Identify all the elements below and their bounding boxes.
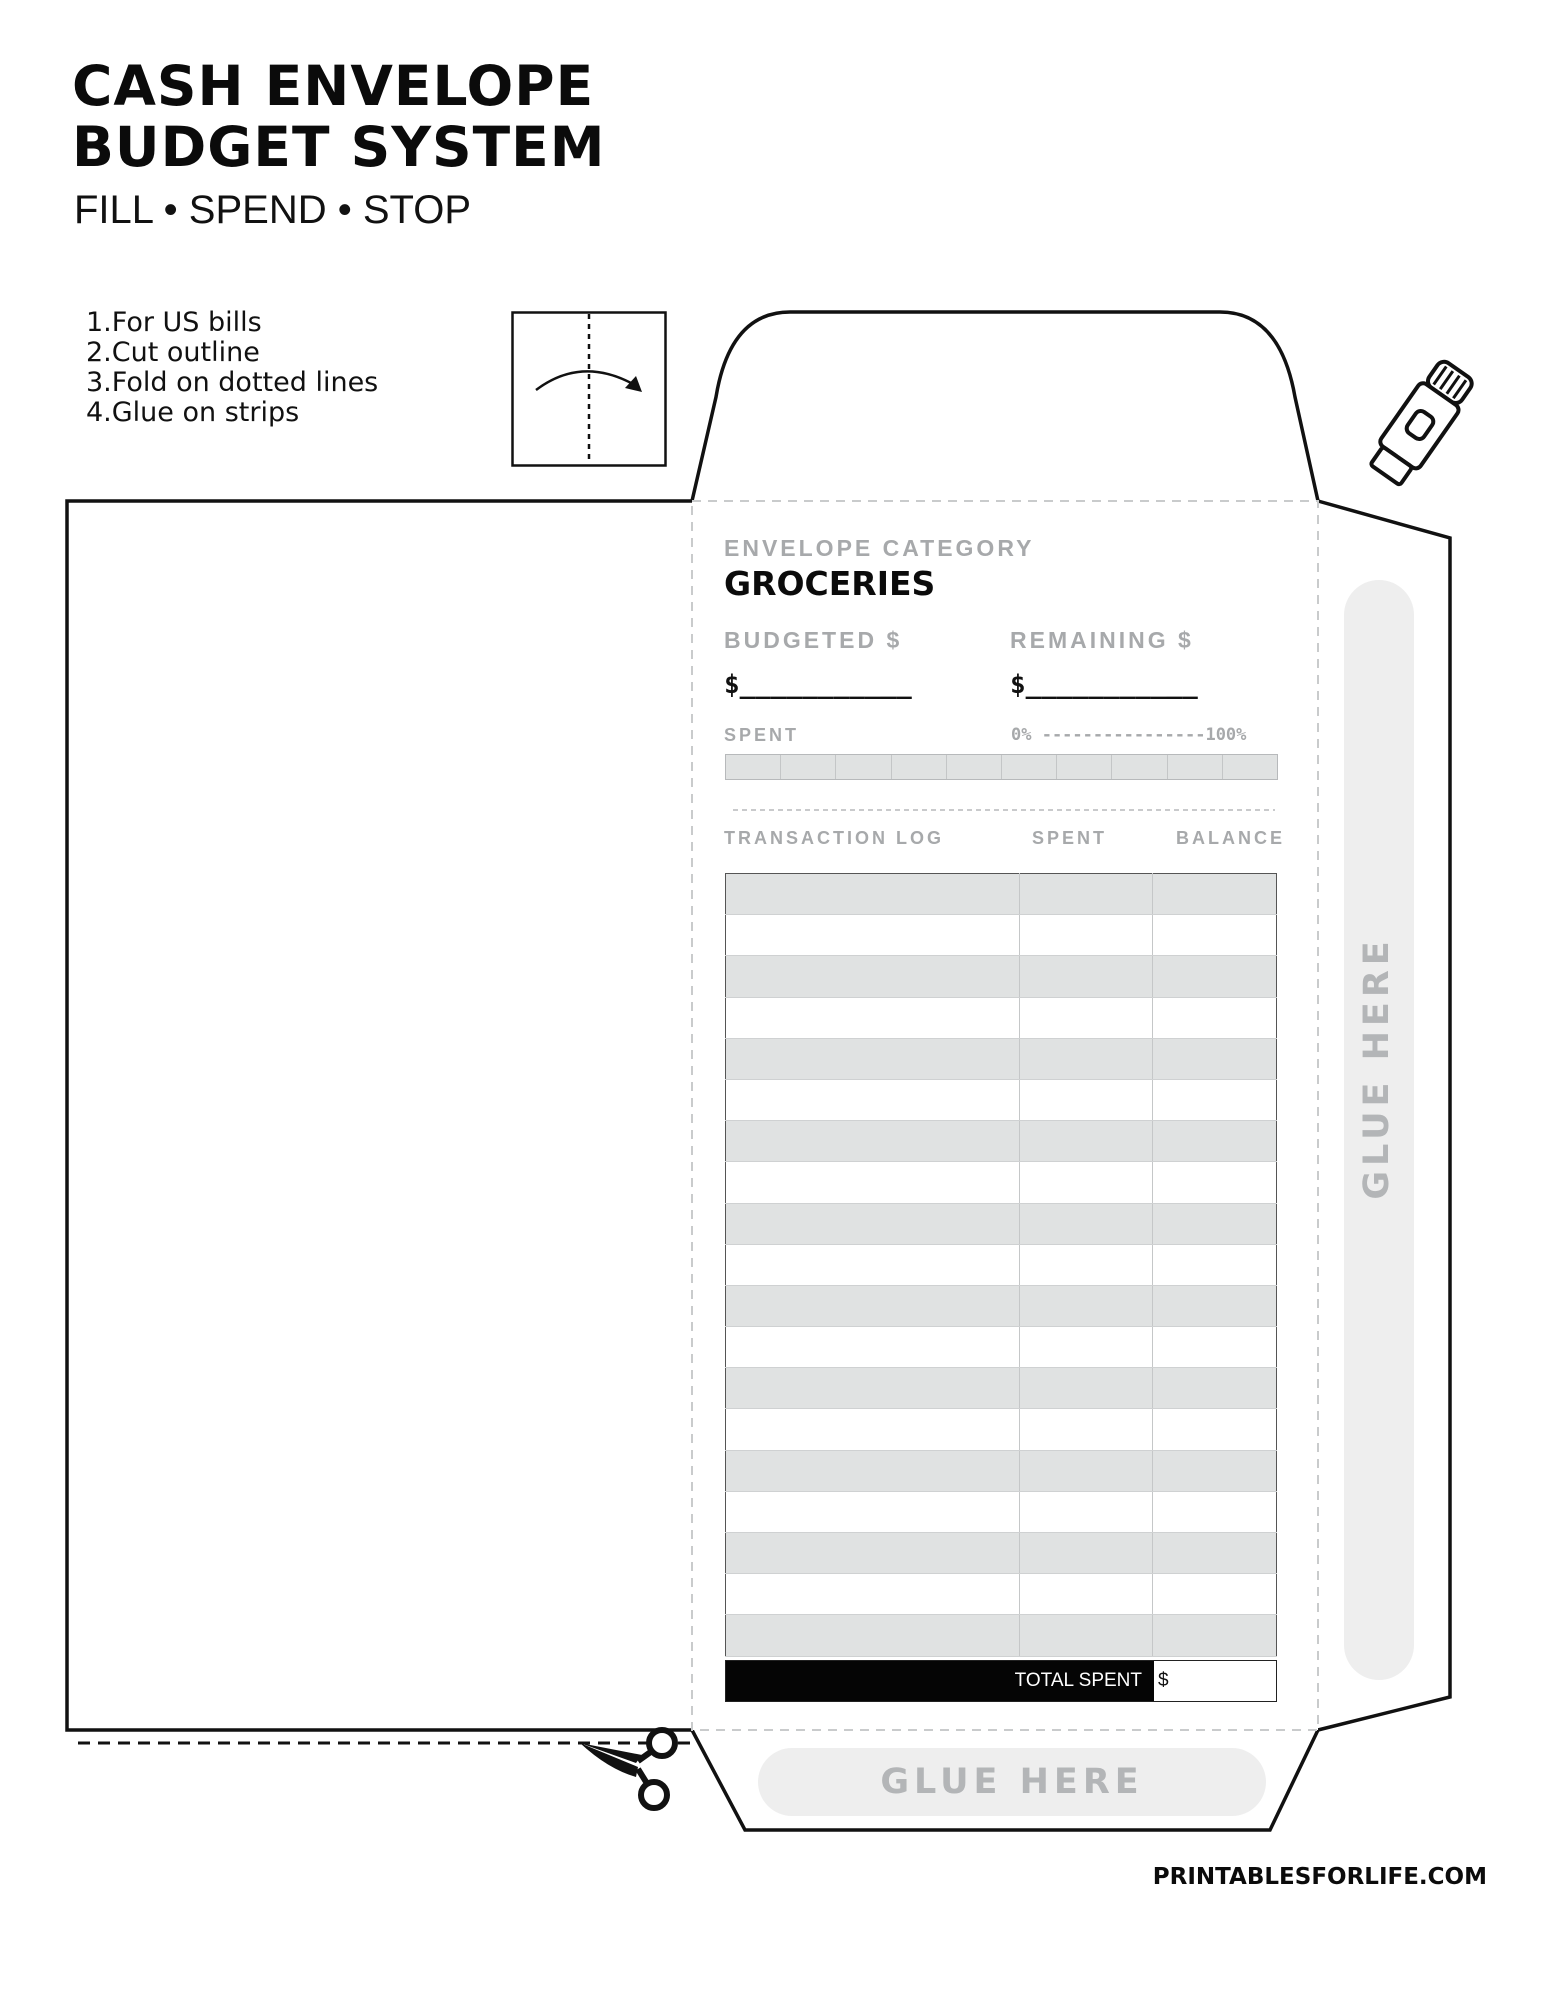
- balance-cell[interactable]: [1153, 1285, 1277, 1326]
- transaction-cell[interactable]: [726, 1450, 1020, 1491]
- instruction-item: 2.Cut outline: [86, 337, 260, 368]
- spent-cell[interactable]: [1020, 1327, 1153, 1368]
- spent-cell[interactable]: [1020, 1450, 1153, 1491]
- balance-cell[interactable]: [1153, 1368, 1277, 1409]
- transaction-cell[interactable]: [726, 1038, 1020, 1079]
- spent-scale-label: 0% ----------------100%: [1011, 725, 1247, 745]
- transaction-cell[interactable]: [726, 1244, 1020, 1285]
- spent-cell[interactable]: [1020, 1574, 1153, 1615]
- balance-cell[interactable]: [1153, 1244, 1277, 1285]
- balance-cell[interactable]: [1153, 1615, 1277, 1656]
- balance-cell[interactable]: [1153, 1409, 1277, 1450]
- balance-cell[interactable]: [1153, 1450, 1277, 1491]
- transaction-cell[interactable]: [726, 1574, 1020, 1615]
- spent-cell[interactable]: [1020, 1203, 1153, 1244]
- transaction-cell[interactable]: [726, 1203, 1020, 1244]
- envelope-category-label: ENVELOPE CATEGORY: [724, 535, 1035, 561]
- balance-cell[interactable]: [1153, 1203, 1277, 1244]
- transaction-cell[interactable]: [726, 1615, 1020, 1656]
- transaction-cell[interactable]: [726, 997, 1020, 1038]
- site-url: PRINTABLESFORLIFE.COM: [1152, 1864, 1487, 1890]
- table-row: [726, 1450, 1277, 1491]
- title-line-2: BUDGET SYSTEM: [72, 115, 606, 179]
- table-row: [726, 1038, 1277, 1079]
- spent-cell[interactable]: [1020, 1038, 1153, 1079]
- table-row: [726, 1327, 1277, 1368]
- instruction-item: 3.Fold on dotted lines: [86, 367, 379, 398]
- subtitle: FILL • SPEND • STOP: [74, 188, 472, 232]
- transaction-cell[interactable]: [726, 1491, 1020, 1532]
- instruction-item: 4.Glue on strips: [86, 397, 300, 428]
- table-row: [726, 874, 1277, 915]
- spent-column-header: SPENT: [1032, 828, 1108, 848]
- transaction-log-header: TRANSACTION LOG: [724, 828, 944, 848]
- total-spent-field[interactable]: $: [1154, 1661, 1276, 1701]
- transaction-cell[interactable]: [726, 1121, 1020, 1162]
- transaction-cell[interactable]: [726, 1409, 1020, 1450]
- balance-cell[interactable]: [1153, 915, 1277, 956]
- transaction-cell[interactable]: [726, 1285, 1020, 1326]
- table-row: [726, 997, 1277, 1038]
- balance-cell[interactable]: [1153, 1038, 1277, 1079]
- glue-strip-bottom-label: GLUE HERE: [880, 1762, 1144, 1802]
- instruction-item: 1.For US bills: [86, 307, 262, 338]
- table-row: [726, 1244, 1277, 1285]
- table-row: [726, 1533, 1277, 1574]
- spent-cell[interactable]: [1020, 1162, 1153, 1203]
- envelope-category-value: GROCERIES: [724, 564, 936, 603]
- transaction-cell[interactable]: [726, 1079, 1020, 1120]
- title-line-1: CASH ENVELOPE: [72, 54, 595, 118]
- spent-cell[interactable]: [1020, 956, 1153, 997]
- total-spent-label: TOTAL SPENT: [726, 1661, 1154, 1701]
- total-spent-row: [725, 1660, 1277, 1702]
- spent-cell[interactable]: [1020, 1409, 1153, 1450]
- spent-cell[interactable]: [1020, 915, 1153, 956]
- balance-cell[interactable]: [1153, 1491, 1277, 1532]
- balance-column-header: BALANCE: [1176, 828, 1285, 848]
- table-row: [726, 1079, 1277, 1120]
- table-row: [726, 1203, 1277, 1244]
- spent-cell[interactable]: [1020, 1121, 1153, 1162]
- balance-cell[interactable]: [1153, 997, 1277, 1038]
- table-row: [726, 1491, 1277, 1532]
- budgeted-field[interactable]: $___________: [724, 670, 912, 700]
- balance-cell[interactable]: [1153, 1327, 1277, 1368]
- transaction-cell[interactable]: [726, 1533, 1020, 1574]
- spent-cell[interactable]: [1020, 1285, 1153, 1326]
- transaction-cell[interactable]: [726, 915, 1020, 956]
- balance-cell[interactable]: [1153, 956, 1277, 997]
- spent-cell[interactable]: [1020, 1368, 1153, 1409]
- table-row: [726, 1121, 1277, 1162]
- balance-cell[interactable]: [1153, 1162, 1277, 1203]
- table-row: [726, 1162, 1277, 1203]
- table-row: [726, 1409, 1277, 1450]
- table-row: [726, 1574, 1277, 1615]
- spent-cell[interactable]: [1020, 1615, 1153, 1656]
- balance-cell[interactable]: [1153, 1121, 1277, 1162]
- spent-cell[interactable]: [1020, 997, 1153, 1038]
- balance-cell[interactable]: [1153, 874, 1277, 915]
- glue-strip-side-label: GLUE HERE: [1357, 936, 1397, 1200]
- remaining-label: REMAINING $: [1010, 627, 1194, 653]
- transaction-log-table: [725, 873, 1277, 1657]
- transaction-cell[interactable]: [726, 1162, 1020, 1203]
- transaction-cell[interactable]: [726, 956, 1020, 997]
- spent-cell[interactable]: [1020, 1079, 1153, 1120]
- spent-label: SPENT: [724, 725, 800, 745]
- spent-cell[interactable]: [1020, 1491, 1153, 1532]
- spent-cell[interactable]: [1020, 1533, 1153, 1574]
- balance-cell[interactable]: [1153, 1079, 1277, 1120]
- table-row: [726, 1285, 1277, 1326]
- spent-progress-bar: [725, 754, 1278, 780]
- scissors-icon: [578, 1725, 693, 1815]
- table-row: [726, 915, 1277, 956]
- transaction-cell[interactable]: [726, 1368, 1020, 1409]
- balance-cell[interactable]: [1153, 1533, 1277, 1574]
- spent-cell[interactable]: [1020, 1244, 1153, 1285]
- transaction-cell[interactable]: [726, 874, 1020, 915]
- transaction-cell[interactable]: [726, 1327, 1020, 1368]
- table-row: [726, 1368, 1277, 1409]
- remaining-field[interactable]: $___________: [1010, 670, 1198, 700]
- spent-cell[interactable]: [1020, 874, 1153, 915]
- balance-cell[interactable]: [1153, 1574, 1277, 1615]
- budgeted-label: BUDGETED $: [724, 627, 903, 653]
- glue-stick-icon: [1360, 350, 1480, 500]
- table-row: [726, 1615, 1277, 1656]
- table-row: [726, 956, 1277, 997]
